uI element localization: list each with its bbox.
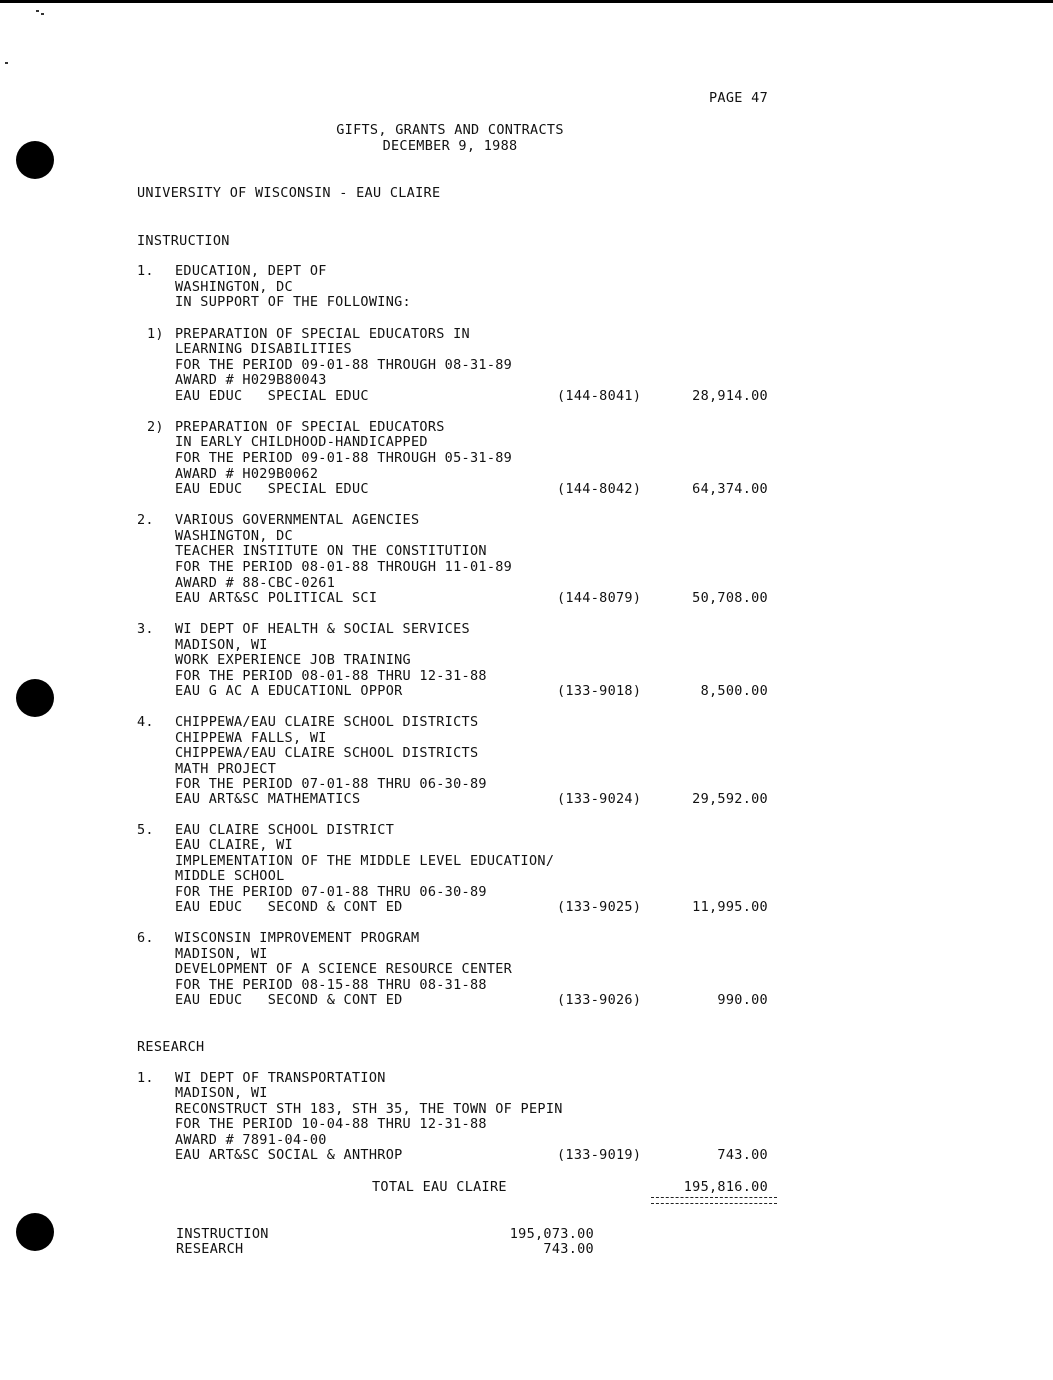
amount: 11,995.00: [692, 899, 768, 915]
punch-hole: [16, 141, 54, 179]
account-code: (133-9024): [557, 791, 642, 807]
account-code: (144-8079): [557, 590, 642, 606]
item-line: FOR THE PERIOD 08-15-88 THRU 08-31-88: [175, 977, 487, 993]
item-line: VARIOUS GOVERNMENTAL AGENCIES: [175, 512, 420, 528]
section-heading-instruction: INSTRUCTION: [137, 233, 230, 249]
item-line: FOR THE PERIOD 08-01-88 THROUGH 11-01-89: [175, 559, 513, 575]
total-label: TOTAL EAU CLAIRE: [372, 1179, 507, 1195]
item-number: 3.: [137, 621, 154, 637]
item-line: IN EARLY CHILDHOOD-HANDICAPPED: [175, 434, 428, 450]
item-line: EAU CLAIRE SCHOOL DISTRICT: [175, 822, 395, 838]
item-line: AWARD # 88-CBC-0261: [175, 575, 336, 591]
item-line: WISCONSIN IMPROVEMENT PROGRAM: [175, 930, 420, 946]
item-line: FOR THE PERIOD 09-01-88 THROUGH 05-31-89: [175, 450, 513, 466]
item-line: WI DEPT OF HEALTH & SOCIAL SERVICES: [175, 621, 470, 637]
item-line: DEVELOPMENT OF A SCIENCE RESOURCE CENTER: [175, 961, 513, 977]
item-number: 1.: [137, 1070, 154, 1086]
item-line: FOR THE PERIOD 08-01-88 THRU 12-31-88: [175, 668, 487, 684]
amount: 29,592.00: [692, 791, 768, 807]
sub-item-number: 2): [147, 419, 164, 435]
item-line: EAU ART&SC MATHEMATICS: [175, 791, 361, 807]
item-line: EAU G AC A EDUCATIONL OPPOR: [175, 683, 403, 699]
account-code: (144-8041): [557, 388, 642, 404]
item-line: EAU EDUC SPECIAL EDUC: [175, 388, 369, 404]
item-line: MATH PROJECT: [175, 761, 277, 777]
account-code: (133-9018): [557, 683, 642, 699]
amount: 50,708.00: [692, 590, 768, 606]
item-number: 1.: [137, 263, 154, 279]
summary-label: RESEARCH: [176, 1241, 244, 1257]
item-line: WASHINGTON, DC: [175, 279, 293, 295]
item-line: FOR THE PERIOD 10-04-88 THRU 12-31-88: [175, 1116, 487, 1132]
item-line: WASHINGTON, DC: [175, 528, 293, 544]
item-line: WI DEPT OF TRANSPORTATION: [175, 1070, 386, 1086]
item-line: MADISON, WI: [175, 1085, 268, 1101]
total-amount: 195,816.00: [683, 1179, 768, 1195]
item-line: EAU EDUC SECOND & CONT ED: [175, 899, 403, 915]
item-number: 2.: [137, 512, 154, 528]
item-line: RECONSTRUCT STH 183, STH 35, THE TOWN OF PEPIN: [175, 1101, 563, 1117]
item-line: FOR THE PERIOD 07-01-88 THRU 06-30-89: [175, 884, 487, 900]
account-code: (133-9019): [557, 1147, 642, 1163]
item-line: MIDDLE SCHOOL: [175, 868, 285, 884]
item-line: EAU EDUC SECOND & CONT ED: [175, 992, 403, 1008]
punch-hole: [16, 679, 54, 717]
item-number: 6.: [137, 930, 154, 946]
document-date: DECEMBER 9, 1988: [382, 138, 518, 154]
punch-hole: [16, 1213, 54, 1251]
item-line: LEARNING DISABILITIES: [175, 341, 352, 357]
amount: 28,914.00: [692, 388, 768, 404]
item-line: EAU ART&SC SOCIAL & ANTHROP: [175, 1147, 403, 1163]
summary-label: INSTRUCTION: [176, 1226, 269, 1242]
amount: 743.00: [717, 1147, 768, 1163]
amount: 990.00: [717, 992, 768, 1008]
item-line: EDUCATION, DEPT OF: [175, 263, 327, 279]
item-line: CHIPPEWA FALLS, WI: [175, 730, 327, 746]
item-line: AWARD # H029B0062: [175, 466, 319, 482]
item-line: CHIPPEWA/EAU CLAIRE SCHOOL DISTRICTS: [175, 714, 479, 730]
item-line: FOR THE PERIOD 07-01-88 THRU 06-30-89: [175, 776, 487, 792]
double-underline: [651, 1197, 777, 1204]
item-line: CHIPPEWA/EAU CLAIRE SCHOOL DISTRICTS: [175, 745, 479, 761]
item-line: IMPLEMENTATION OF THE MIDDLE LEVEL EDUCATION/: [175, 853, 555, 869]
account-code: (133-9025): [557, 899, 642, 915]
account-code: (133-9026): [557, 992, 642, 1008]
item-line: EAU CLAIRE, WI: [175, 837, 293, 853]
item-line: EAU ART&SC POLITICAL SCI: [175, 590, 378, 606]
item-line: MADISON, WI: [175, 637, 268, 653]
item-line: IN SUPPORT OF THE FOLLOWING:: [175, 294, 411, 310]
scan-speck: [5, 62, 8, 64]
summary-amount: 195,073.00: [509, 1226, 594, 1242]
item-number: 5.: [137, 822, 154, 838]
scan-speck: [36, 10, 39, 12]
top-border-line: [0, 0, 1053, 3]
item-line: WORK EXPERIENCE JOB TRAINING: [175, 652, 411, 668]
item-line: AWARD # H029B80043: [175, 372, 327, 388]
item-line: PREPARATION OF SPECIAL EDUCATORS IN: [175, 326, 470, 342]
item-line: MADISON, WI: [175, 946, 268, 962]
item-line: AWARD # 7891-04-00: [175, 1132, 327, 1148]
sub-item-number: 1): [147, 326, 164, 342]
summary-amount: 743.00: [543, 1241, 594, 1257]
scan-speck: [41, 13, 44, 15]
amount: 8,500.00: [700, 683, 768, 699]
account-code: (144-8042): [557, 481, 642, 497]
item-line: FOR THE PERIOD 09-01-88 THROUGH 08-31-89: [175, 357, 513, 373]
item-line: EAU EDUC SPECIAL EDUC: [175, 481, 369, 497]
institution-name: UNIVERSITY OF WISCONSIN - EAU CLAIRE: [137, 185, 441, 201]
item-number: 4.: [137, 714, 154, 730]
amount: 64,374.00: [692, 481, 768, 497]
section-heading-research: RESEARCH: [137, 1039, 205, 1055]
page-number: PAGE 47: [709, 90, 768, 106]
item-line: PREPARATION OF SPECIAL EDUCATORS: [175, 419, 445, 435]
item-line: TEACHER INSTITUTE ON THE CONSTITUTION: [175, 543, 487, 559]
document-title: GIFTS, GRANTS AND CONTRACTS: [336, 122, 564, 138]
